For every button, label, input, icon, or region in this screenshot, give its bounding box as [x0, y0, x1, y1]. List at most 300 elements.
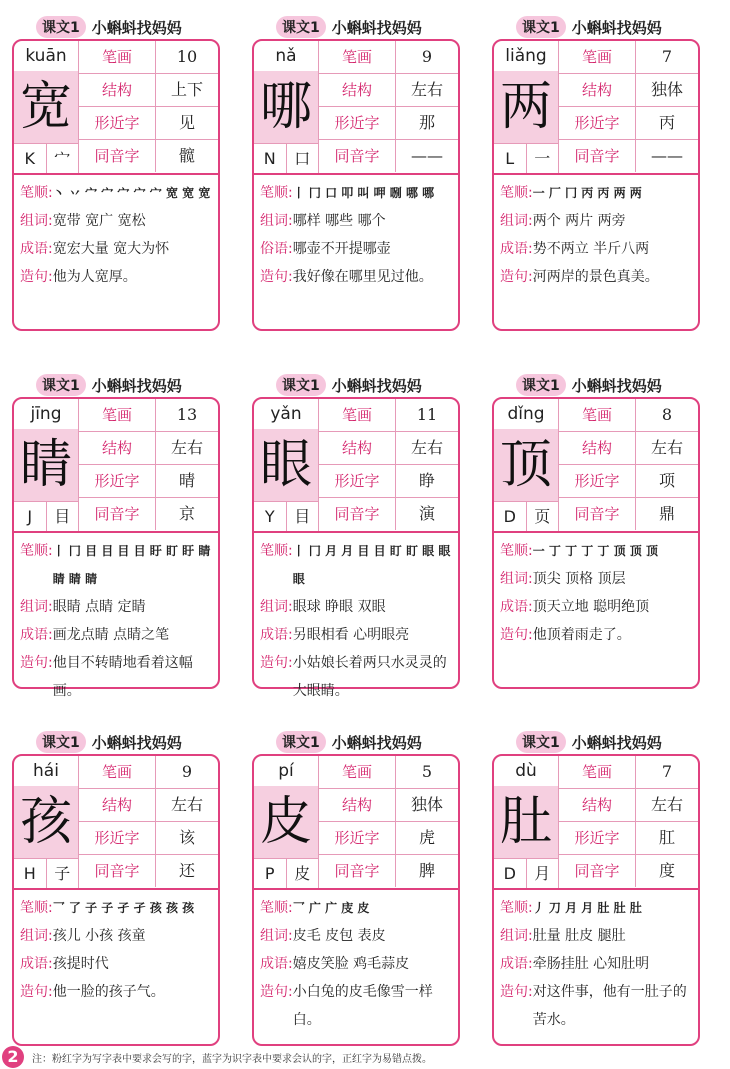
radical-row — [494, 858, 559, 889]
big-character: 眼 — [254, 429, 319, 501]
homophone-label: 同音字 — [79, 140, 156, 172]
idiom: 哪壶不开提哪壶 — [292, 241, 391, 257]
words: 眼球 睁眼 双眼 — [292, 599, 386, 615]
card-header — [36, 373, 182, 397]
homophone: 脾 — [418, 861, 435, 880]
structure-row — [319, 789, 458, 822]
words: 宽带 宽广 宽松 — [52, 213, 146, 229]
stroke-count-row — [559, 41, 698, 74]
homophone-row — [319, 140, 458, 172]
character-card — [252, 15, 460, 331]
radical-row — [254, 858, 319, 889]
sentence: 对这件事，他有一肚子的苦水。 — [532, 984, 687, 1028]
stroke-count-row — [319, 756, 458, 789]
words-label: 组词: — [20, 928, 53, 944]
stroke-order-label: 笔顺: — [20, 543, 53, 559]
lesson-tag: 课文1 — [276, 731, 326, 753]
initial-letter: P — [254, 859, 287, 889]
stroke-order: 丨 冂 月 月 目 目 盯 盯 眼 眼 眼 — [292, 544, 451, 586]
structure: 左右 — [650, 438, 683, 457]
structure: 独体 — [650, 80, 683, 99]
initial-letter: K — [14, 144, 47, 174]
sentence: 他一脸的孩子气。 — [52, 984, 165, 1000]
similar-row — [559, 107, 698, 140]
big-character: 宽 — [14, 71, 79, 143]
lesson-tag: 课文1 — [516, 374, 566, 396]
stroke-order-line — [20, 894, 212, 922]
info-grid — [79, 41, 218, 172]
homophone-row — [79, 855, 218, 887]
big-character: 肚 — [494, 786, 559, 858]
homophone-label: 同音字 — [319, 855, 396, 887]
pinyin: nǎ — [254, 41, 319, 72]
stroke-order-label: 笔顺: — [260, 543, 293, 559]
homophone-row — [319, 498, 458, 530]
character-card — [12, 730, 220, 1046]
stroke-order: 一 丁 丁 丁 丁 顶 顶 顶 — [532, 544, 658, 558]
sentence-label: 造句: — [260, 655, 293, 671]
card-header — [516, 15, 662, 39]
sentence: 他顶着雨走了。 — [532, 627, 631, 643]
similar-label: 形近字 — [559, 822, 636, 854]
lesson-title: 小蝌蚪找妈妈 — [91, 18, 182, 37]
words-line — [500, 922, 692, 950]
homophone-label: 同音字 — [319, 140, 396, 172]
sentence: 小白兔的皮毛像雪一样白。 — [292, 984, 433, 1028]
big-character: 睛 — [14, 429, 79, 501]
words: 顶尖 顶格 顶层 — [532, 571, 626, 587]
initial-letter: D — [494, 502, 527, 532]
structure-label: 结构 — [79, 432, 156, 464]
stroke-count-row — [79, 399, 218, 432]
homophone-row — [79, 140, 218, 172]
lesson-tag: 课文1 — [36, 16, 86, 38]
lesson-title: 小蝌蚪找妈妈 — [571, 18, 662, 37]
structure-label: 结构 — [79, 789, 156, 821]
similar-label: 形近字 — [79, 107, 156, 139]
stroke-order: 乛 了 子 子 孑 孑 孩 孩 孩 — [52, 901, 195, 915]
words-line — [500, 207, 692, 235]
page-footer — [0, 1046, 730, 1068]
structure-row — [79, 789, 218, 822]
structure-row — [559, 789, 698, 822]
sentence-line — [20, 649, 212, 705]
similar-char: 见 — [178, 113, 195, 132]
stroke-order-label: 笔顺: — [260, 185, 293, 201]
lesson-title: 小蝌蚪找妈妈 — [91, 376, 182, 395]
radical-row — [254, 501, 319, 532]
card-box — [12, 754, 220, 1046]
divider — [254, 888, 458, 890]
stroke-count-label: 笔画 — [559, 399, 636, 431]
words-label: 组词: — [260, 599, 293, 615]
card-box — [492, 754, 700, 1046]
idiom-label: 成语: — [260, 956, 293, 972]
character-card — [492, 730, 700, 1046]
idiom-label: 成语: — [20, 627, 53, 643]
homophone-row — [559, 855, 698, 887]
words-line — [20, 922, 212, 950]
card-box — [252, 754, 460, 1046]
stroke-count-label: 笔画 — [319, 41, 396, 73]
similar-label: 形近字 — [319, 107, 396, 139]
sentence-label: 造句: — [20, 655, 53, 671]
details — [20, 179, 212, 291]
structure-label: 结构 — [559, 74, 636, 106]
similar-char: 那 — [418, 113, 435, 132]
similar-label: 形近字 — [79, 822, 156, 854]
details — [260, 894, 452, 1034]
idiom-line — [20, 950, 212, 978]
big-character: 两 — [494, 71, 559, 143]
homophone: —— — [651, 146, 683, 165]
initial-letter: J — [14, 502, 47, 532]
info-grid — [559, 41, 698, 172]
idiom-line — [20, 621, 212, 649]
words: 两个 两片 两旁 — [532, 213, 626, 229]
info-grid — [559, 756, 698, 887]
sentence-line — [20, 263, 212, 291]
idiom-label: 俗语: — [260, 241, 293, 257]
pinyin: jīng — [14, 399, 79, 430]
stroke-order-line — [20, 179, 212, 207]
stroke-count: 7 — [661, 47, 673, 66]
details — [500, 894, 692, 1034]
pinyin: dǐng — [494, 399, 559, 430]
initial-letter: N — [254, 144, 287, 174]
idiom-line — [500, 235, 692, 263]
stroke-order: 丨 冂 目 目 目 目 盱 盯 盱 睛 睛 睛 睛 — [52, 544, 211, 586]
stroke-count-label: 笔画 — [79, 399, 156, 431]
similar-row — [79, 822, 218, 855]
stroke-order: 丨 冂 口 叩 叫 呷 哵 哪 哪 — [292, 186, 435, 200]
homophone: 京 — [178, 504, 195, 523]
idiom: 嬉皮笑脸 鸡毛蒜皮 — [292, 956, 410, 972]
lesson-title: 小蝌蚪找妈妈 — [331, 733, 422, 752]
big-character: 孩 — [14, 786, 79, 858]
sentence-line — [260, 978, 452, 1034]
info-grid — [79, 399, 218, 530]
stroke-order: 乛 广 广 庋 皮 — [292, 901, 370, 915]
words-line — [500, 565, 692, 593]
card-box — [12, 397, 220, 699]
stroke-count-row — [559, 399, 698, 432]
stroke-count-row — [319, 399, 458, 432]
character-card — [12, 15, 220, 331]
stroke-order-label: 笔顺: — [20, 900, 53, 916]
lesson-tag: 课文1 — [276, 16, 326, 38]
homophone: 鼎 — [658, 504, 675, 523]
homophone-label: 同音字 — [559, 140, 636, 172]
similar-row — [79, 107, 218, 140]
radical: 页 — [534, 507, 551, 526]
structure: 左右 — [170, 438, 203, 457]
info-grid — [319, 399, 458, 530]
homophone: 演 — [418, 504, 435, 523]
stroke-order-line — [500, 537, 692, 565]
stroke-count-label: 笔画 — [79, 41, 156, 73]
stroke-order-line — [20, 537, 212, 593]
card-header — [36, 730, 182, 754]
sentence-label: 造句: — [500, 984, 533, 1000]
sentence: 他目不转睛地看着这幅画。 — [52, 655, 193, 699]
idiom: 顶天立地 聪明绝顶 — [532, 599, 650, 615]
sentence-label: 造句: — [20, 984, 53, 1000]
structure: 左右 — [410, 80, 443, 99]
stroke-order-line — [260, 894, 452, 922]
words-line — [260, 207, 452, 235]
idiom: 牵肠挂肚 心知肚明 — [532, 956, 650, 972]
sentence-label: 造句: — [500, 269, 533, 285]
divider — [14, 173, 218, 175]
sentence-line — [20, 978, 212, 1006]
divider — [494, 173, 698, 175]
radical-row — [254, 143, 319, 174]
idiom-line — [500, 950, 692, 978]
words-label: 组词: — [260, 213, 293, 229]
idiom-label: 成语: — [20, 956, 53, 972]
radical: 宀 — [54, 149, 71, 168]
lesson-title: 小蝌蚪找妈妈 — [571, 733, 662, 752]
divider — [14, 888, 218, 890]
similar-row — [79, 465, 218, 498]
words-line — [260, 922, 452, 950]
stroke-order-line — [500, 894, 692, 922]
homophone-label: 同音字 — [559, 498, 636, 530]
stroke-order-label: 笔顺: — [260, 900, 293, 916]
initial-letter: H — [14, 859, 47, 889]
lesson-tag: 课文1 — [36, 374, 86, 396]
similar-char: 睁 — [418, 471, 435, 490]
stroke-count-label: 笔画 — [559, 41, 636, 73]
idiom-line — [260, 621, 452, 649]
words-line — [20, 207, 212, 235]
stroke-count-row — [559, 756, 698, 789]
words-label: 组词: — [20, 599, 53, 615]
page-number: 2 — [2, 1046, 24, 1068]
stroke-count: 5 — [421, 762, 433, 781]
idiom: 另眼相看 心明眼亮 — [292, 627, 410, 643]
sentence-line — [260, 649, 452, 705]
sentence: 河两岸的景色真美。 — [532, 269, 659, 285]
pinyin: pí — [254, 756, 319, 787]
words-label: 组词: — [500, 928, 533, 944]
homophone-label: 同音字 — [559, 855, 636, 887]
similar-label: 形近字 — [319, 822, 396, 854]
details — [500, 179, 692, 291]
big-character: 哪 — [254, 71, 319, 143]
similar-row — [319, 822, 458, 855]
sentence-line — [500, 621, 692, 649]
card-box — [492, 397, 700, 689]
card-header — [36, 15, 182, 39]
similar-row — [319, 107, 458, 140]
words-label: 组词: — [500, 213, 533, 229]
details — [260, 537, 452, 705]
idiom-line — [20, 235, 212, 263]
radical-row — [14, 143, 79, 174]
info-grid — [319, 756, 458, 887]
similar-char: 晴 — [178, 471, 195, 490]
stroke-order-label: 笔顺: — [20, 185, 53, 201]
homophone: 还 — [178, 861, 195, 880]
character-card — [12, 373, 220, 699]
stroke-order-label: 笔顺: — [500, 543, 533, 559]
stroke-order-line — [260, 179, 452, 207]
big-character: 顶 — [494, 429, 559, 501]
stroke-order: 一 厂 冂 丙 丙 两 两 — [532, 186, 642, 200]
pinyin: kuān — [14, 41, 79, 72]
idiom-line — [260, 235, 452, 263]
radical-row — [14, 501, 79, 532]
card-box — [492, 39, 700, 331]
stroke-count-label: 笔画 — [319, 756, 396, 788]
details — [20, 894, 212, 1006]
homophone-row — [559, 140, 698, 172]
structure-label: 结构 — [319, 74, 396, 106]
radical: 目 — [294, 507, 311, 526]
radical: 口 — [294, 149, 311, 168]
sentence-label: 造句: — [20, 269, 53, 285]
words-line — [260, 593, 452, 621]
character-card — [492, 373, 700, 689]
stroke-count-row — [79, 756, 218, 789]
lesson-tag: 课文1 — [516, 731, 566, 753]
character-card — [252, 373, 460, 699]
structure-label: 结构 — [319, 432, 396, 464]
big-character: 皮 — [254, 786, 319, 858]
homophone-row — [79, 498, 218, 530]
similar-row — [559, 465, 698, 498]
sentence-label: 造句: — [260, 984, 293, 1000]
structure-row — [79, 74, 218, 107]
structure: 左右 — [650, 795, 683, 814]
idiom-label: 成语: — [500, 956, 533, 972]
idiom-label: 成语: — [500, 599, 533, 615]
stroke-count-label: 笔画 — [79, 756, 156, 788]
stroke-count: 10 — [176, 47, 198, 66]
words: 眼睛 点睛 定睛 — [52, 599, 146, 615]
radical-row — [14, 858, 79, 889]
idiom-line — [260, 950, 452, 978]
footer-note: 注：粉红字为写字表中要求会写的字，蓝字为识字表中要求会认的字，正红字为易错点拨。 — [32, 1054, 432, 1065]
homophone-label: 同音字 — [79, 855, 156, 887]
divider — [254, 531, 458, 533]
similar-char: 虎 — [418, 828, 435, 847]
card-header — [516, 730, 662, 754]
structure-label: 结构 — [559, 789, 636, 821]
card-header — [276, 15, 422, 39]
stroke-count: 11 — [416, 405, 438, 424]
homophone: —— — [411, 146, 443, 165]
stroke-order-label: 笔顺: — [500, 900, 533, 916]
words-label: 组词: — [500, 571, 533, 587]
radical: 皮 — [294, 864, 311, 883]
homophone-label: 同音字 — [79, 498, 156, 530]
character-card — [252, 730, 460, 1046]
idiom-line — [500, 593, 692, 621]
similar-char: 肛 — [658, 828, 675, 847]
structure: 独体 — [410, 795, 443, 814]
card-header — [516, 373, 662, 397]
idiom: 宽宏大量 宽大为怀 — [52, 241, 170, 257]
stroke-count-label: 笔画 — [319, 399, 396, 431]
stroke-count: 9 — [421, 47, 433, 66]
structure-row — [559, 74, 698, 107]
structure-label: 结构 — [559, 432, 636, 464]
idiom-label: 成语: — [20, 241, 53, 257]
info-grid — [559, 399, 698, 530]
structure: 左右 — [410, 438, 443, 457]
words-line — [20, 593, 212, 621]
structure-row — [319, 432, 458, 465]
words: 孩儿 小孩 孩童 — [52, 928, 146, 944]
words-label: 组词: — [260, 928, 293, 944]
stroke-order: 丶 丷 宀 宀 宀 宀 宀 宽 宽 宽 — [52, 186, 211, 200]
sentence-line — [500, 978, 692, 1034]
divider — [254, 173, 458, 175]
similar-char: 丙 — [658, 113, 675, 132]
initial-letter: Y — [254, 502, 287, 532]
sentence-label: 造句: — [260, 269, 293, 285]
idiom-label: 成语: — [260, 627, 293, 643]
radical-row — [494, 143, 559, 174]
lesson-tag: 课文1 — [516, 16, 566, 38]
stroke-count-row — [79, 41, 218, 74]
info-grid — [319, 41, 458, 172]
character-card — [492, 15, 700, 331]
words: 皮毛 皮包 表皮 — [292, 928, 386, 944]
similar-label: 形近字 — [319, 465, 396, 497]
radical: 月 — [534, 864, 551, 883]
structure-label: 结构 — [79, 74, 156, 106]
idiom-label: 成语: — [500, 241, 533, 257]
sentence: 小姑娘长着两只水灵灵的大眼睛。 — [292, 655, 447, 699]
lesson-title: 小蝌蚪找妈妈 — [331, 376, 422, 395]
words: 肚量 肚皮 腿肚 — [532, 928, 626, 944]
structure-label: 结构 — [319, 789, 396, 821]
radical: 一 — [534, 149, 551, 168]
details — [260, 179, 452, 291]
similar-char: 项 — [658, 471, 675, 490]
homophone: 髋 — [178, 146, 195, 165]
sentence: 他为人宽厚。 — [52, 269, 137, 285]
similar-label: 形近字 — [79, 465, 156, 497]
structure: 上下 — [170, 80, 203, 99]
words-label: 组词: — [20, 213, 53, 229]
sentence: 我好像在哪里见过他。 — [292, 269, 433, 285]
lesson-title: 小蝌蚪找妈妈 — [331, 18, 422, 37]
info-grid — [79, 756, 218, 887]
similar-row — [319, 465, 458, 498]
structure: 左右 — [170, 795, 203, 814]
stroke-count: 13 — [176, 405, 198, 424]
stroke-count-label: 笔画 — [559, 756, 636, 788]
words: 哪样 哪些 哪个 — [292, 213, 386, 229]
card-box — [252, 39, 460, 331]
sentence-line — [260, 263, 452, 291]
divider — [14, 531, 218, 533]
similar-label: 形近字 — [559, 107, 636, 139]
homophone-row — [559, 498, 698, 530]
details — [20, 537, 212, 705]
lesson-tag: 课文1 — [36, 731, 86, 753]
homophone: 度 — [658, 861, 675, 880]
pinyin: dù — [494, 756, 559, 787]
structure-row — [559, 432, 698, 465]
stroke-count: 7 — [661, 762, 673, 781]
stroke-order-line — [500, 179, 692, 207]
